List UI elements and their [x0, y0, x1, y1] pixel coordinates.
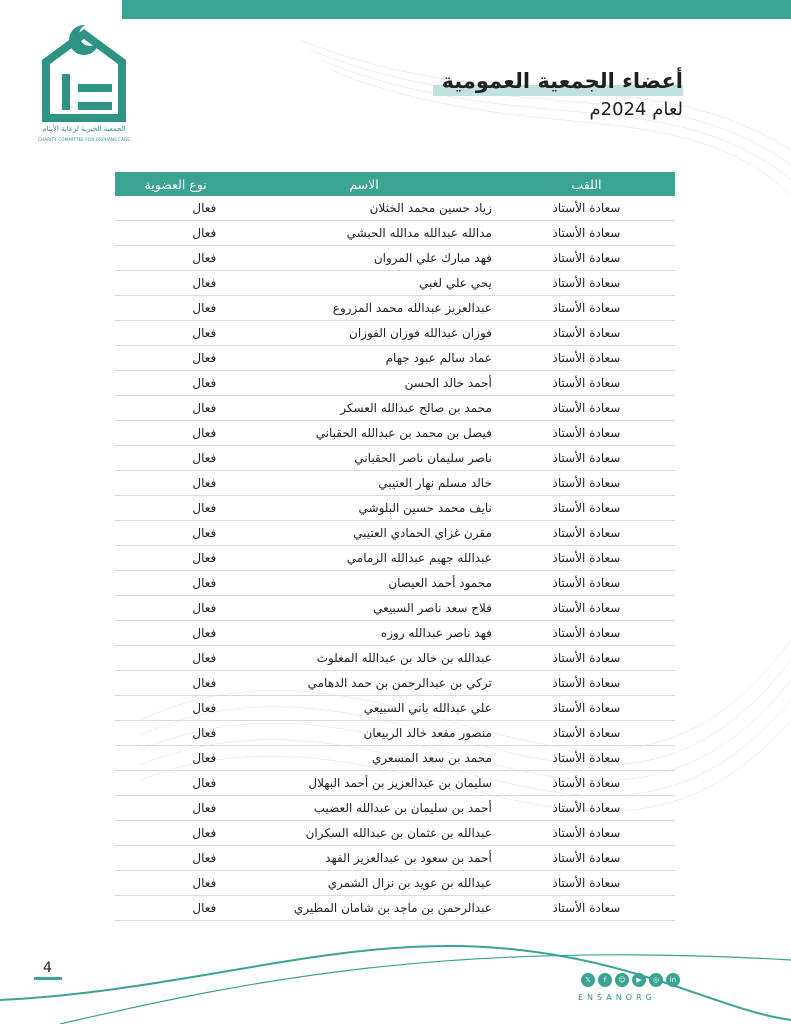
header-title: اللقب: [498, 172, 675, 196]
table-row: [115, 446, 675, 471]
table-row: [115, 221, 675, 246]
cell-name: فهد ناصر عبدالله روزه: [236, 621, 498, 646]
cell-membership-type: فعال: [115, 571, 236, 596]
logo-mark-icon: [36, 22, 132, 122]
cell-membership-type: فعال: [115, 371, 236, 396]
cell-title: سعادة الأستاذ: [498, 346, 675, 371]
table-header-row: [115, 172, 675, 196]
table-row: [115, 521, 675, 546]
header-membership-type: نوع العضوية: [115, 172, 236, 196]
cell-name: عبدالله بن عثمان بن عبدالله السكران: [236, 821, 498, 846]
cell-title: سعادة الأستاذ: [498, 221, 675, 246]
cell-title: سعادة الأستاذ: [498, 846, 675, 871]
cell-membership-type: فعال: [115, 271, 236, 296]
page-number-underline: [34, 977, 62, 980]
cell-membership-type: فعال: [115, 446, 236, 471]
cell-membership-type: فعال: [115, 421, 236, 446]
table-row: [115, 721, 675, 746]
cell-membership-type: فعال: [115, 521, 236, 546]
table-row: [115, 496, 675, 521]
cell-name: مقرن غزاي الحمادي العتيبي: [236, 521, 498, 546]
table-row: [115, 346, 675, 371]
social-icons: [581, 973, 680, 987]
table-row: [115, 671, 675, 696]
cell-name: ناصر سليمان ناصر الحقباني: [236, 446, 498, 471]
youtube-icon[interactable]: ▶: [632, 973, 646, 987]
cell-membership-type: فعال: [115, 471, 236, 496]
cell-title: سعادة الأستاذ: [498, 696, 675, 721]
cell-membership-type: فعال: [115, 846, 236, 871]
cell-membership-type: فعال: [115, 321, 236, 346]
cell-membership-type: فعال: [115, 746, 236, 771]
cell-name: فيصل بن محمد بن عبدالله الحقباني: [236, 421, 498, 446]
cell-name: عماد سالم عبود جهام: [236, 346, 498, 371]
cell-name: محمد بن سعد المسعري: [236, 746, 498, 771]
cell-membership-type: فعال: [115, 796, 236, 821]
cell-name: أحمد بن سعود بن عبدالعزيز الفهد: [236, 846, 498, 871]
table-row: [115, 596, 675, 621]
cell-name: أحمد خالد الحسن: [236, 371, 498, 396]
cell-membership-type: فعال: [115, 246, 236, 271]
table-row: [115, 246, 675, 271]
cell-title: سعادة الأستاذ: [498, 596, 675, 621]
table-row: [115, 796, 675, 821]
facebook-icon[interactable]: f: [598, 973, 612, 987]
cell-title: سعادة الأستاذ: [498, 671, 675, 696]
cell-title: سعادة الأستاذ: [498, 421, 675, 446]
cell-membership-type: فعال: [115, 671, 236, 696]
cell-name: عبدالله بن خالد بن عبدالله المغلوث: [236, 646, 498, 671]
cell-name: محمد بن صالح عبدالله العسكر: [236, 396, 498, 421]
cell-membership-type: فعال: [115, 646, 236, 671]
cell-title: سعادة الأستاذ: [498, 571, 675, 596]
cell-name: عبدالله بن عويد بن نزال الشمري: [236, 871, 498, 896]
logo-english-text: CHARITY COMMITTEE FOR ORPHANS CARE: [38, 137, 130, 142]
cell-name: علي عبدالله باني السبيعي: [236, 696, 498, 721]
cell-membership-type: فعال: [115, 821, 236, 846]
cell-title: سعادة الأستاذ: [498, 496, 675, 521]
top-accent-bar: [122, 0, 791, 19]
page-title: أعضاء الجمعية العمومية: [441, 69, 683, 93]
table-row: [115, 646, 675, 671]
table-row: [115, 896, 675, 921]
cell-title: سعادة الأستاذ: [498, 871, 675, 896]
cell-name: مدالله عبدالله مدالله الحبشي: [236, 221, 498, 246]
cell-name: تركي بن عبدالرحمن بن حمد الدهامي: [236, 671, 498, 696]
social-handle: ENSANORG: [578, 993, 656, 1002]
table-row: [115, 396, 675, 421]
table-row: [115, 821, 675, 846]
logo: [36, 22, 132, 152]
cell-title: سعادة الأستاذ: [498, 271, 675, 296]
cell-name: نايف محمد حسين البلوشي: [236, 496, 498, 521]
cell-name: يحي علي لغبي: [236, 271, 498, 296]
table-row: [115, 271, 675, 296]
cell-name: زياد حسين محمد الخثلان: [236, 196, 498, 221]
cell-name: محمود أحمد العيصان: [236, 571, 498, 596]
cell-membership-type: فعال: [115, 596, 236, 621]
cell-name: فوزان عبدالله فوزان الفوزان: [236, 321, 498, 346]
cell-name: فلاح سعد ناصر السبيعي: [236, 596, 498, 621]
snapchat-icon[interactable]: ☺: [615, 973, 629, 987]
cell-membership-type: فعال: [115, 396, 236, 421]
cell-membership-type: فعال: [115, 621, 236, 646]
cell-title: سعادة الأستاذ: [498, 371, 675, 396]
cell-membership-type: فعال: [115, 221, 236, 246]
cell-name: عبدالله جهيم عبدالله الزمامي: [236, 546, 498, 571]
cell-title: سعادة الأستاذ: [498, 246, 675, 271]
cell-membership-type: فعال: [115, 346, 236, 371]
table-row: [115, 696, 675, 721]
cell-title: سعادة الأستاذ: [498, 721, 675, 746]
cell-membership-type: فعال: [115, 896, 236, 921]
table-row: [115, 771, 675, 796]
x-icon[interactable]: 𝕏: [581, 973, 595, 987]
cell-title: سعادة الأستاذ: [498, 471, 675, 496]
table-row: [115, 321, 675, 346]
cell-name: منصور مفعد خالد الربيعان: [236, 721, 498, 746]
table-row: [115, 571, 675, 596]
cell-title: سعادة الأستاذ: [498, 896, 675, 921]
cell-name: خالد مسلم نهار العتيبي: [236, 471, 498, 496]
table-row: [115, 471, 675, 496]
cell-name: عبدالرحمن بن ماجد بن شامان المطيري: [236, 896, 498, 921]
cell-title: سعادة الأستاذ: [498, 196, 675, 221]
page-subtitle: لعام 2024م: [589, 99, 683, 120]
cell-name: سليمان بن عبدالعزيز بن أحمد البهلال: [236, 771, 498, 796]
cell-title: سعادة الأستاذ: [498, 521, 675, 546]
cell-membership-type: فعال: [115, 771, 236, 796]
cell-membership-type: فعال: [115, 546, 236, 571]
table-row: [115, 296, 675, 321]
header-name: الاسم: [236, 172, 498, 196]
table-row: [115, 371, 675, 396]
cell-name: أحمد بن سليمان بن عبدالله العضيب: [236, 796, 498, 821]
cell-title: سعادة الأستاذ: [498, 746, 675, 771]
cell-membership-type: فعال: [115, 296, 236, 321]
table-row: [115, 621, 675, 646]
table-row: [115, 846, 675, 871]
cell-title: سعادة الأستاذ: [498, 796, 675, 821]
table-row: [115, 196, 675, 221]
cell-title: سعادة الأستاذ: [498, 771, 675, 796]
cell-membership-type: فعال: [115, 871, 236, 896]
cell-membership-type: فعال: [115, 496, 236, 521]
cell-name: فهد مبارك علي المروان: [236, 246, 498, 271]
table-row: [115, 746, 675, 771]
table-row: [115, 421, 675, 446]
logo-arabic-text: الجمعية الخيرية لرعاية الأيتام: [42, 125, 126, 133]
page-number: 4: [43, 960, 52, 976]
table-row: [115, 871, 675, 896]
cell-title: سعادة الأستاذ: [498, 296, 675, 321]
heading: [442, 66, 683, 122]
cell-name: عبدالعزيز عبدالله محمد المزروع: [236, 296, 498, 321]
cell-membership-type: فعال: [115, 196, 236, 221]
cell-title: سعادة الأستاذ: [498, 396, 675, 421]
instagram-icon[interactable]: ◎: [649, 973, 663, 987]
members-table: [115, 172, 675, 921]
cell-title: سعادة الأستاذ: [498, 546, 675, 571]
cell-title: سعادة الأستاذ: [498, 321, 675, 346]
cell-membership-type: فعال: [115, 696, 236, 721]
cell-title: سعادة الأستاذ: [498, 646, 675, 671]
cell-membership-type: فعال: [115, 721, 236, 746]
cell-title: سعادة الأستاذ: [498, 446, 675, 471]
cell-title: سعادة الأستاذ: [498, 621, 675, 646]
cell-title: سعادة الأستاذ: [498, 821, 675, 846]
table-row: [115, 546, 675, 571]
linkedin-icon[interactable]: in: [666, 973, 680, 987]
